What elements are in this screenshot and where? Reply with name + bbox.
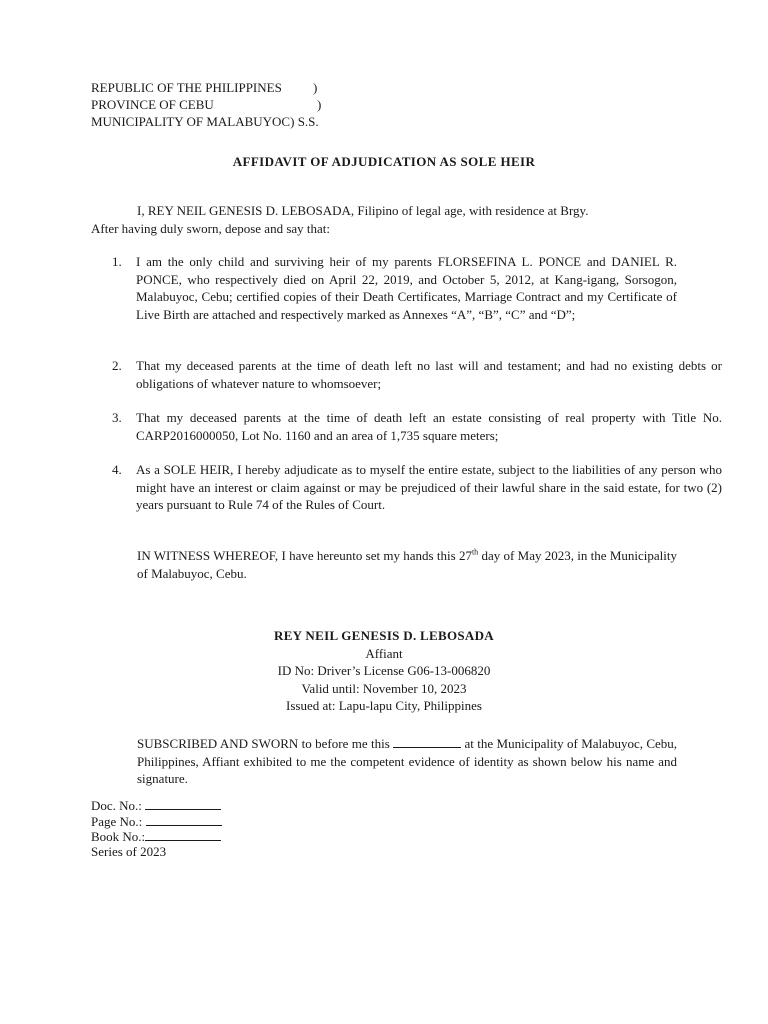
statement-item bbox=[91, 461, 722, 514]
statement-text: That my deceased parents at the time of death left no last will and testament; and had no existing debts or obligations of whatever nature to whomsoever; bbox=[136, 358, 722, 391]
venue-line-republic: REPUBLIC OF THE PHILIPPINES ) bbox=[91, 80, 318, 95]
affiant-role: Affiant bbox=[365, 645, 403, 661]
page-no-row: Page No.: bbox=[91, 812, 391, 828]
statement-number: 2. bbox=[112, 358, 122, 373]
venue-block bbox=[91, 79, 491, 130]
affiant-id: ID No: Driver’s License G06-13-006820 bbox=[277, 663, 491, 678]
jurat-paragraph: SUBSCRIBED AND SWORN to before me this at the Municipality of Malabuyoc, Cebu, Philippines, Affiant exhibited to me the competent evidence of identity as shown below his name and signature. bbox=[137, 736, 678, 786]
venue-paren: ) bbox=[317, 97, 322, 112]
venue-line-province: PROVINCE OF CEBU ) bbox=[91, 97, 322, 112]
statement-number: 4. bbox=[112, 462, 122, 477]
numbered-statements bbox=[91, 253, 722, 512]
document-title: AFFIDAVIT OF ADJUDICATION AS SOLE HEIR bbox=[232, 154, 536, 169]
doc-no-row: Doc. No.: bbox=[91, 796, 391, 812]
ordinal-suffix: th bbox=[471, 547, 479, 557]
statement-text: I am the only child and surviving heir of my parents FLORSEFINA L. PONCE and DANIEL R. PONCE, who respectively died on April 22, 2019, and October 5, 2012, at Kang-igang, Sorsogon, Malabuyoc, Cebu; certified copies of their Death Certificates, Marriage Contract and my Certificate of Live Birth are attached and respectively marked as Annexes “A”, “B”, “C” and “D”; bbox=[136, 254, 677, 322]
date-blank-line[interactable] bbox=[393, 734, 461, 748]
affiant-name: REY NEIL GENESIS D. LEBOSADA bbox=[274, 628, 494, 643]
statement-text: As a SOLE HEIR, I hereby adjudicate as to myself the entire estate, subject to the liabilities of any person who might have an interest or claim against or may be prejudiced of their lawful share in the said estate, for two (2) years pursuant to Rule 74 of the Rules of Court. bbox=[136, 462, 722, 512]
venue-line-municipality: MUNICIPALITY OF MALABUYOC) S.S. bbox=[91, 114, 319, 129]
statement-number: 1. bbox=[112, 254, 122, 269]
witness-paragraph: IN WITNESS WHEREOF, I have hereunto set my hands this 27th day of May 2023, in the Municipality of Malabuyoc, Cebu. bbox=[137, 547, 677, 581]
statement-item bbox=[91, 253, 677, 323]
book-no-row: Book No.: bbox=[91, 827, 391, 843]
doc-no-blank[interactable] bbox=[145, 796, 221, 810]
id-valid-until: Valid until: November 10, 2023 bbox=[301, 680, 467, 696]
venue-ss: ) S.S. bbox=[290, 114, 319, 129]
intro-line-1: I, REY NEIL GENESIS D. LEBOSADA, Filipino of legal age, with residence at Brgy. bbox=[137, 203, 589, 218]
series-row: Series of 2023 bbox=[91, 843, 167, 859]
statement-text: That my deceased parents at the time of death left an estate consisting of real property with Title No. CARP2016000050, Lot No. 1160 and an area of 1,735 square meters; bbox=[136, 410, 722, 443]
notarial-register-block bbox=[91, 796, 391, 858]
venue-paren: ) bbox=[313, 80, 318, 95]
id-issued-at: Issued at: Lapu-lapu City, Philippines bbox=[286, 698, 482, 713]
intro-paragraph bbox=[91, 202, 677, 237]
intro-line-2: After having duly sworn, depose and say that: bbox=[91, 220, 331, 236]
statement-number: 3. bbox=[112, 410, 122, 425]
book-no-blank[interactable] bbox=[145, 827, 221, 841]
statement-item bbox=[91, 409, 722, 444]
page-no-blank[interactable] bbox=[146, 812, 222, 826]
statement-item bbox=[91, 357, 722, 392]
signature-block bbox=[91, 627, 677, 715]
